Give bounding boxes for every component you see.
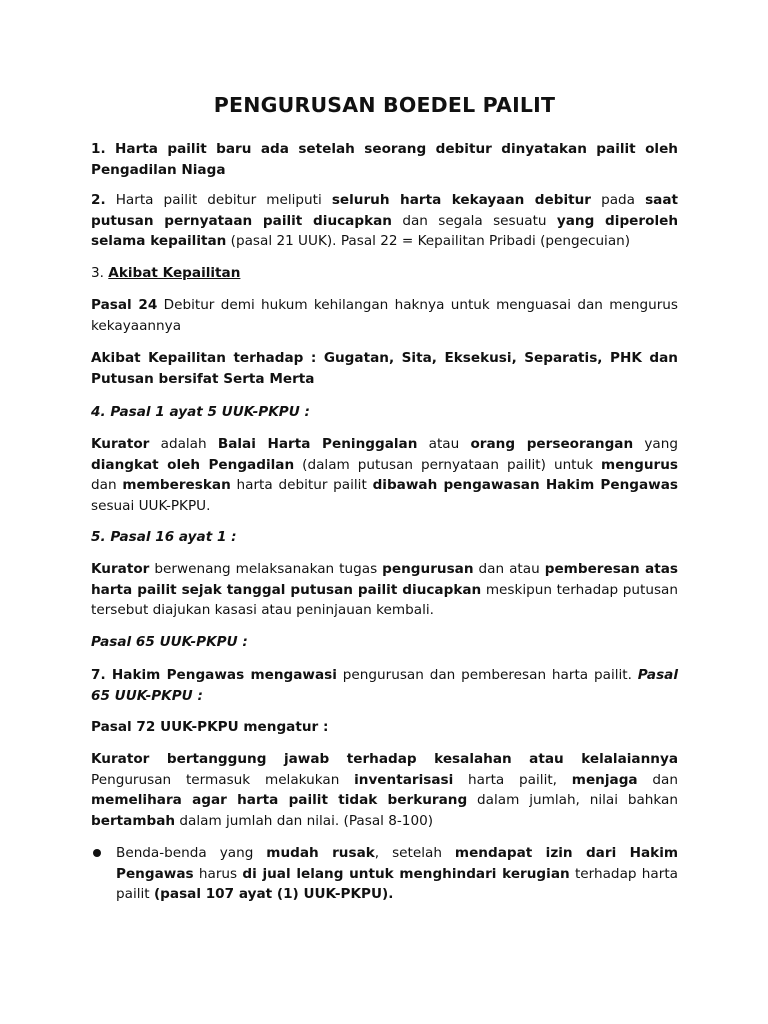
p13-b: Pengurusan termasuk melakukan (91, 771, 355, 788)
p7-g: diangkat oleh Pengadilan (91, 456, 295, 473)
paragraph-1 (91, 139, 678, 180)
p5-bold: Akibat Kepailitan terhadap : Gugatan, Sita, Eksekusi, Separatis, PHK dan Putusan bersifat Serta Merta (91, 350, 678, 387)
p7-d: atau (417, 436, 471, 452)
p13-g: memelihara agar harta pailit tidak berkurang (91, 792, 468, 808)
p9-a: Kurator (91, 561, 150, 577)
b1-f: di jual lelang untuk menghindari kerugian (242, 865, 570, 882)
p2-bold-f: yang diperoleh selama kepailitan (91, 212, 678, 249)
p1-lead: 1. Harta pailit baru ada setelah seorang debitur dinyatakan pailit oleh Pengadilan Niaga (91, 141, 678, 178)
bullet-list (91, 843, 678, 905)
paragraph-9 (91, 559, 678, 621)
p9-d: dan atau (473, 561, 545, 577)
paragraph-8 (91, 527, 678, 548)
p12-heading: Pasal 72 UUK-PKPU mengatur : (91, 719, 329, 735)
p2-text-g: (pasal 21 UUK). Pasal 22 = Kepailitan Pribadi (pengecuian) (226, 233, 631, 249)
p7-b: adalah (149, 436, 218, 452)
paragraph-7 (91, 434, 678, 516)
p11-b: pengurusan dan pemberesan harta pailit. (336, 667, 638, 683)
list-item (91, 843, 678, 905)
p7-a: Kurator (91, 436, 150, 452)
p7-j: dan (91, 477, 123, 493)
paragraph-12 (91, 717, 678, 738)
b1-c: , setelah (374, 845, 455, 861)
p2-bold-b: seluruh harta kekayaan debitur (331, 192, 591, 208)
p11-a: 7. Hakim Pengawas mengawasi (91, 667, 337, 683)
p2-text-a: Harta pailit debitur meliputi (105, 192, 332, 208)
b1-e: harus (193, 865, 243, 882)
p3-heading: Akibat Kepailitan (108, 265, 241, 281)
bullet-dot-icon (93, 849, 101, 857)
p7-n: sesuai UUK-PKPU. (91, 497, 211, 514)
p13-f: dan (637, 771, 678, 788)
p2-num: 2. (91, 192, 106, 208)
p7-m: dibawah pengawasan Hakim Pengawas (372, 477, 678, 493)
page-title: PENGURUSAN BOEDEL PAILIT (213, 93, 556, 117)
b1-h: (pasal 107 ayat (1) UUK-PKPU). (153, 886, 394, 902)
paragraph-3 (91, 263, 678, 284)
paragraph-2 (91, 190, 678, 252)
p7-h: (dalam putusan pernyataan pailit) untuk (294, 456, 602, 473)
paragraph-13 (91, 749, 678, 831)
p13-d: harta pailit, (453, 771, 572, 788)
p7-i: mengurus (601, 456, 678, 473)
p13-e: menjaga (571, 771, 638, 788)
p9-e: pemberesan atas harta pailit sejak tanggal putusan pailit diucapkan (91, 561, 678, 598)
p2-text-c: pada (591, 192, 646, 208)
p13-j: dalam jumlah dan nilai. (Pasal 8-100) (175, 812, 434, 829)
p7-f: yang (633, 436, 678, 452)
paragraph-4 (91, 295, 678, 336)
p9-f: meskipun terhadap putusan tersebut diajukan kasasi atau peninjauan kembali. (91, 581, 678, 618)
p6-heading: 4. Pasal 1 ayat 5 UUK-PKPU : (91, 404, 310, 420)
p2-bold-d: saat putusan pernyataan pailit diucapkan (91, 192, 678, 229)
b1-g: terhadap harta pailit (116, 865, 678, 902)
p2-text-e: dan segala sesuatu (391, 212, 557, 229)
p7-c: Balai Harta Peninggalan (217, 436, 418, 452)
p13-c: inventarisasi (354, 771, 454, 788)
paragraph-6 (91, 402, 678, 423)
p13-a: Kurator bertanggung jawab terhadap kesalahan atau kelalaiannya (91, 751, 678, 767)
p9-c: pengurusan (382, 561, 474, 577)
p4-bold: Pasal 24 (91, 297, 158, 313)
p9-b: berwenang melaksanakan tugas (149, 561, 383, 577)
b1-a: Benda-benda yang (116, 845, 267, 861)
paragraph-10 (91, 632, 678, 653)
p13-h: dalam jumlah, nilai bahkan (467, 792, 678, 808)
p7-k: membereskan (122, 477, 231, 493)
paragraph-11 (91, 665, 678, 706)
p13-i: bertambah (91, 812, 176, 829)
p4-text: Debitur demi hukum kehilangan haknya untuk menguasai dan mengurus kekayaannya (91, 297, 678, 334)
b1-d: mendapat izin dari Hakim Pengawas (116, 845, 679, 882)
b1-b: mudah rusak (266, 845, 375, 861)
paragraph-5 (91, 348, 678, 389)
p7-e: orang perseorangan (470, 436, 634, 452)
p7-l: harta debitur pailit (230, 477, 373, 493)
p3-num: 3. (91, 265, 109, 281)
p11-c: Pasal 65 UUK-PKPU : (91, 667, 678, 704)
p8-heading: 5. Pasal 16 ayat 1 : (91, 529, 237, 545)
p10-heading: Pasal 65 UUK-PKPU : (91, 634, 248, 650)
